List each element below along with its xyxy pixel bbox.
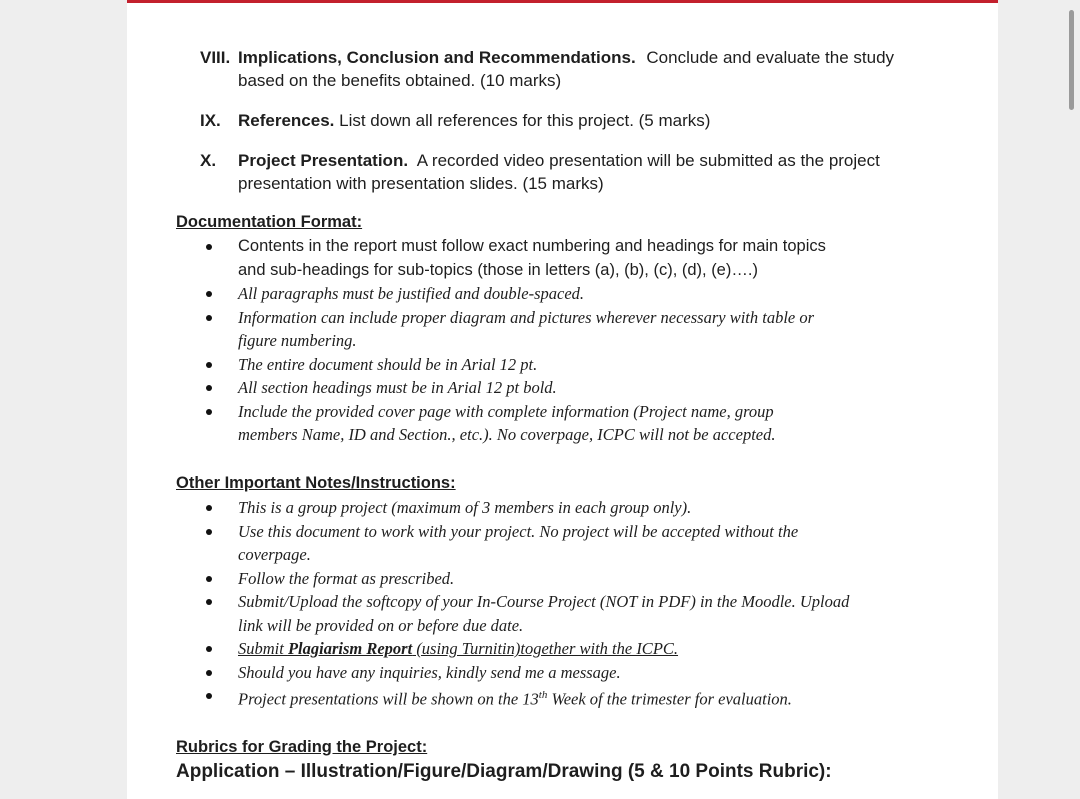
- list-item: Submit Plagiarism Report (using Turnitin)together with the ICPC.: [206, 637, 906, 661]
- section-text: A recorded video presentation will be submitted as the project: [416, 151, 880, 170]
- list-item: All paragraphs must be justified and double-spaced.: [206, 282, 906, 306]
- list-item: Submit/Upload the softcopy of your In-Course Project (NOT in PDF) in the Moodle. Upload link will be provided on or before due date.: [206, 590, 906, 637]
- bullet-icon: [206, 670, 212, 676]
- bullet-icon: [206, 599, 212, 605]
- section-text: based on the benefits obtained. (10 marks): [238, 71, 562, 90]
- bullet-icon: [206, 505, 212, 511]
- bullet-icon: [206, 693, 212, 699]
- section-text: List down all references for this project. (5 marks): [339, 111, 711, 130]
- section-number: VIII.: [200, 48, 231, 67]
- list-item: Information can include proper diagram and pictures wherever necessary with table or figure numbering.: [206, 306, 906, 353]
- section-text: presentation with presentation slides. (15 marks): [238, 174, 604, 193]
- list-item: Project presentations will be shown on the 13th Week of the trimester for evaluation.: [206, 684, 906, 711]
- section-number: IX.: [200, 111, 221, 130]
- list-item: All section headings must be in Arial 12 pt bold.: [206, 376, 906, 400]
- section-title: Implications, Conclusion and Recommendations.: [238, 48, 636, 67]
- rubrics-heading: Rubrics for Grading the Project:: [176, 738, 428, 756]
- section-text: Conclude and evaluate the study: [646, 48, 895, 67]
- list-item: Should you have any inquiries, kindly send me a message.: [206, 661, 906, 685]
- bullet-icon: [206, 362, 212, 368]
- rubrics-subheading: Application – Illustration/Figure/Diagram/Drawing (5 & 10 Points Rubric):: [176, 761, 832, 782]
- list-item: Follow the format as prescribed.: [206, 567, 906, 591]
- list-item: The entire document should be in Arial 12 pt.: [206, 353, 906, 377]
- bullet-icon: [206, 291, 212, 297]
- bullet-icon: [206, 646, 212, 652]
- section-title: References.: [238, 111, 335, 130]
- section-title: Project Presentation.: [238, 151, 409, 170]
- list-item: Contents in the report must follow exact numbering and headings for main topics and sub-headings for sub-topics (those in letters (a), (b), (c), (d), (e)….): [206, 235, 906, 282]
- bullet-icon: [206, 385, 212, 391]
- scrollbar[interactable]: [1069, 10, 1074, 110]
- bullet-icon: [206, 529, 212, 535]
- bullet-icon: [206, 315, 212, 321]
- list-item: This is a group project (maximum of 3 members in each group only).: [206, 496, 906, 520]
- list-item: Use this document to work with your project. No project will be accepted without the coverpage.: [206, 520, 906, 567]
- bullet-icon: [206, 244, 212, 250]
- list-item: Include the provided cover page with complete information (Project name, group members Name, ID and Section., etc.). No coverpage, ICPC will not be accepted.: [206, 400, 906, 447]
- document-page: [127, 0, 998, 799]
- section-number: X.: [200, 151, 217, 170]
- notes-heading: Other Important Notes/Instructions:: [176, 474, 456, 492]
- documentation-format-list: [206, 235, 906, 447]
- documentation-format-heading: Documentation Format:: [176, 213, 363, 231]
- notes-list: [206, 496, 906, 711]
- bullet-icon: [206, 576, 212, 582]
- bullet-icon: [206, 409, 212, 415]
